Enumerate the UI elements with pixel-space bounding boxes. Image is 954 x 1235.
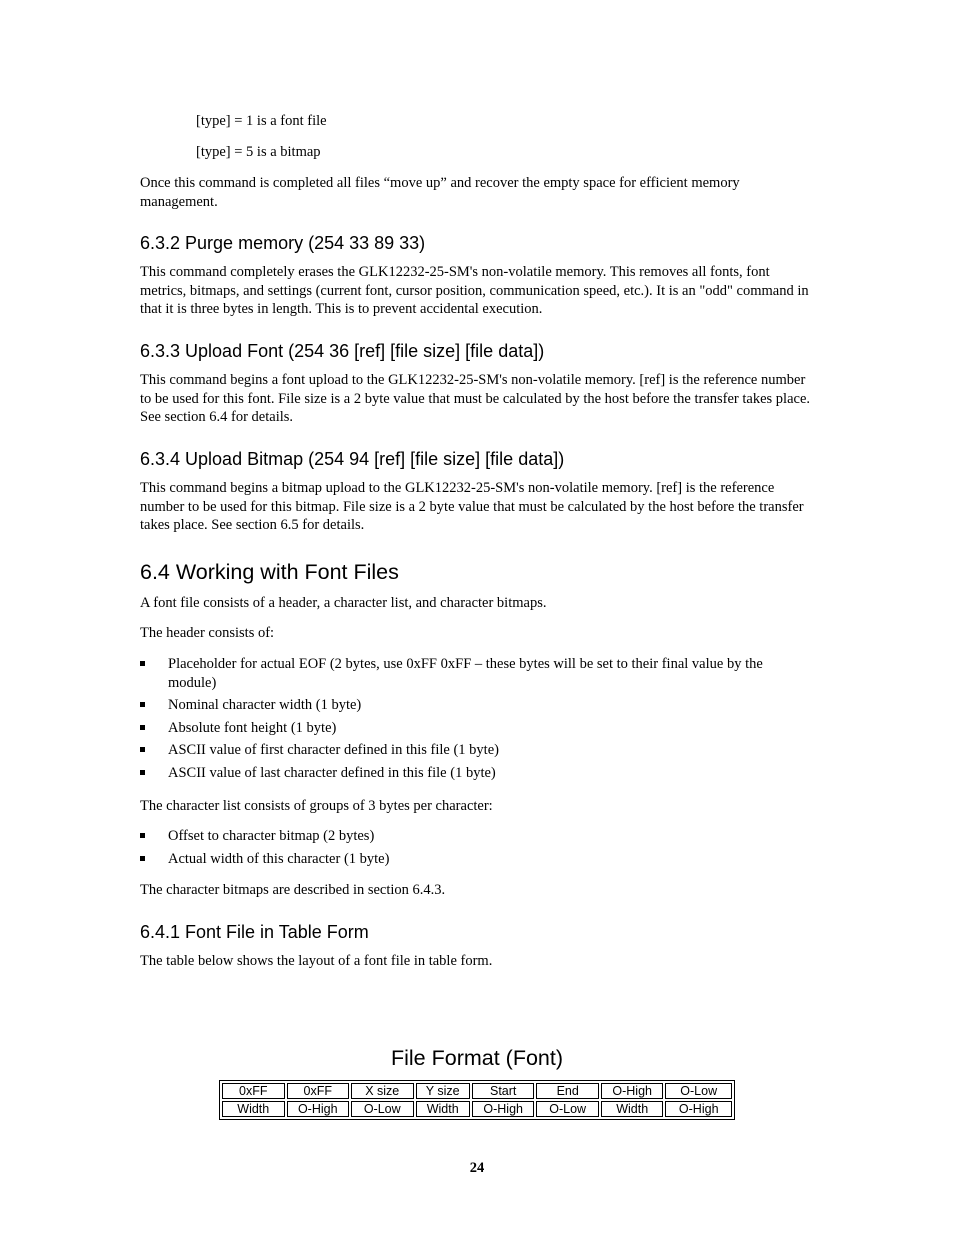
list-item: Actual width of this character (1 byte)	[140, 850, 813, 869]
purge-memory-paragraph: This command completely erases the GLK12232-25-SM's non-volatile memory. This removes all fonts, font metrics, bitmaps, and settings (current font, cursor position, communication speed, etc.). It is an "odd" command in that it is three bytes in length. This is to prevent accidental execution.	[140, 264, 809, 317]
table-cell: Width	[222, 1101, 285, 1117]
bullet-icon	[140, 702, 145, 707]
bullet-icon	[140, 747, 145, 752]
upload-font-paragraph: This command begins a font upload to the GLK12232-25-SM's non-volatile memory. [ref] is the reference number to be used for this font. File size is a 2 byte value that must be calculated by the host before the transfer takes place. See section 6.4 for details.	[140, 372, 811, 425]
table-cell: O-High	[665, 1101, 732, 1117]
list-item: ASCII value of last character defined in this file (1 byte)	[140, 764, 813, 783]
page-number: 24	[469, 1160, 485, 1176]
table-cell: 0xFF	[287, 1083, 350, 1099]
bullet-icon	[140, 856, 145, 861]
bullet-icon	[140, 770, 145, 775]
table-title: File Format (Font)	[390, 1046, 564, 1070]
type-font-line: [type] = 1 is a font file	[196, 113, 327, 129]
font-file-intro: A font file consists of a header, a character list, and character bitmaps.	[140, 595, 547, 611]
table-cell: Width	[601, 1101, 664, 1117]
upload-bitmap-paragraph: This command begins a bitmap upload to the GLK12232-25-SM's non-volatile memory. [ref] is the reference number to be used for this bitmap. File size is a 2 byte value that must be calculated by the host before the transfer takes place. See section 6.5 for details.	[140, 480, 804, 533]
list-item: Placeholder for actual EOF (2 bytes, use 0xFF 0xFF – these bytes will be set to their final value by the module)	[140, 655, 813, 692]
list-item: ASCII value of first character defined in this file (1 byte)	[140, 741, 813, 760]
move-up-paragraph: Once this command is completed all files “move up” and recover the empty space for efficient memory management.	[140, 175, 740, 210]
header-intro: The header consists of:	[140, 625, 275, 641]
list-item: Nominal character width (1 byte)	[140, 696, 813, 715]
char-bitmaps-paragraph: The character bitmaps are described in section 6.4.3.	[140, 882, 446, 898]
table-cell: O-High	[601, 1083, 664, 1099]
font-format-table	[219, 1080, 735, 1120]
header-list	[140, 655, 813, 782]
bullet-icon	[140, 661, 145, 666]
table-cell: X size	[351, 1083, 414, 1099]
table-row	[222, 1101, 732, 1117]
char-list	[140, 827, 813, 868]
heading-working-with-font-files: 6.4 Working with Font Files	[140, 560, 399, 584]
heading-purge-memory: 6.3.2 Purge memory (254 33 89 33)	[140, 233, 426, 253]
char-list-intro: The character list consists of groups of 3 bytes per character:	[140, 798, 493, 814]
table-cell: O-Low	[351, 1101, 414, 1117]
table-cell: Start	[472, 1083, 535, 1099]
table-intro-paragraph: The table below shows the layout of a font file in table form.	[140, 953, 493, 969]
table-row	[222, 1083, 732, 1099]
bullet-icon	[140, 725, 145, 730]
bullet-icon	[140, 833, 145, 838]
table-cell: Width	[416, 1101, 470, 1117]
table-cell: O-High	[287, 1101, 350, 1117]
table-cell: O-Low	[536, 1101, 599, 1117]
table-cell: Y size	[416, 1083, 470, 1099]
heading-upload-bitmap: 6.3.4 Upload Bitmap (254 94 [ref] [file size] [file data])	[140, 449, 565, 469]
heading-upload-font: 6.3.3 Upload Font (254 36 [ref] [file size] [file data])	[140, 341, 545, 361]
table-cell: End	[536, 1083, 599, 1099]
heading-font-file-table-form: 6.4.1 Font File in Table Form	[140, 922, 369, 942]
table-cell: O-High	[472, 1101, 535, 1117]
type-bitmap-line: [type] = 5 is a bitmap	[196, 144, 321, 160]
table-cell: 0xFF	[222, 1083, 285, 1099]
list-item: Absolute font height (1 byte)	[140, 719, 813, 738]
list-item: Offset to character bitmap (2 bytes)	[140, 827, 813, 846]
table-cell: O-Low	[665, 1083, 732, 1099]
